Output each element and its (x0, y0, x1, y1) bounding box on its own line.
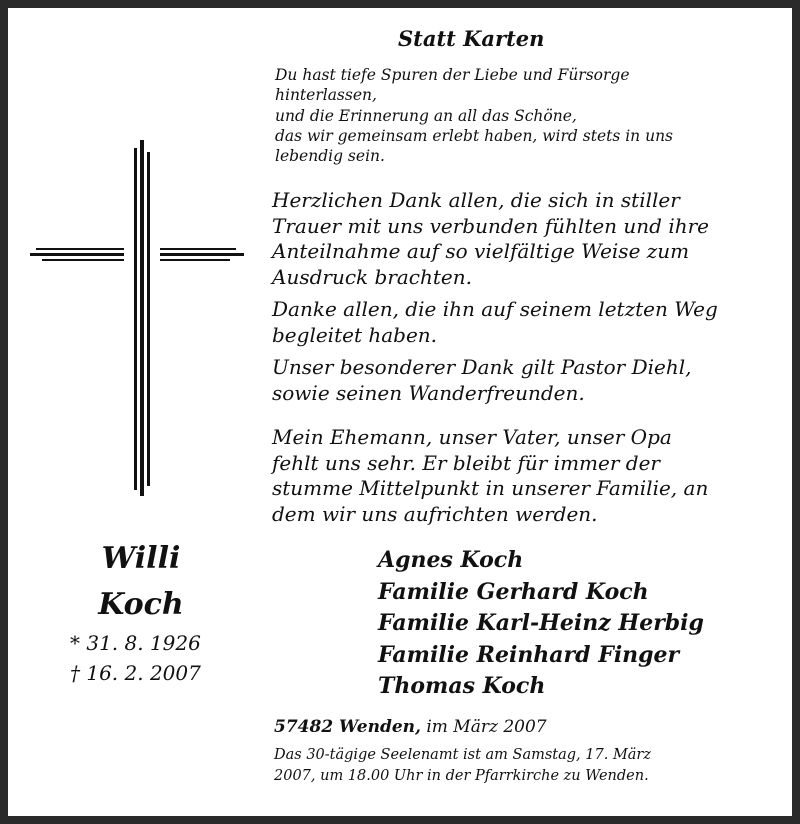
text-line: Anteilnahme auf so vielfältige Weise zum (272, 239, 690, 264)
note-line: 2007, um 18.00 Uhr in der Pfarrkirche zu Wenden. (274, 768, 649, 784)
birth-date: * 31. 8. 1926 (70, 631, 201, 655)
last-name: Koch (98, 587, 184, 622)
poem-line: Du hast tiefe Spuren der Liebe und Fürsorge (275, 66, 630, 84)
mass-note (274, 745, 651, 787)
signer: Familie Karl-Heinz Herbig (378, 610, 704, 637)
heading: Statt Karten (398, 26, 545, 51)
place-date-line (274, 717, 547, 737)
signer: Familie Reinhard Finger (378, 641, 680, 668)
place-date: im März 2007 (420, 717, 547, 737)
death-date: † 16. 2. 2007 (70, 661, 201, 685)
special-thanks-paragraph (272, 355, 772, 406)
poem-line: das wir gemeinsam erlebt haben, wird stets in uns (275, 126, 674, 145)
life-dates (70, 628, 201, 688)
text-line: Danke allen, die ihn auf seinem letzten Weg (272, 297, 718, 321)
cross-icon (30, 140, 245, 500)
text-line: stumme Mittelpunkt in unserer Familie, an (272, 476, 709, 501)
poem-line: und die Erinnerung an all das Schöne, (275, 106, 577, 125)
escort-paragraph (272, 297, 772, 348)
note-line: Das 30-tägige Seelenamt ist am Samstag, 17. März (274, 747, 652, 763)
signer: Thomas Koch (378, 673, 546, 700)
text-line: sowie seinen Wanderfreunden. (272, 380, 585, 405)
signers-list (378, 545, 704, 703)
poem-line: lebendig sein. (275, 147, 385, 166)
text-line: Herzlichen Dank allen, die sich in stiller (272, 188, 680, 212)
poem (275, 65, 745, 166)
first-name: Willi (101, 541, 181, 576)
signer: Agnes Koch (378, 547, 524, 573)
text-line: fehlt uns sehr. Er bleibt für immer der (272, 450, 660, 475)
signer: Familie Gerhard Koch (378, 578, 649, 605)
text-line: Unser besonderer Dank gilt Pastor Diehl, (272, 355, 692, 379)
text-line: begleitet haben. (272, 322, 438, 347)
memory-paragraph (272, 425, 772, 528)
place-city: 57482 Wenden, (274, 717, 421, 737)
text-line: dem wir uns aufrichten werden. (272, 502, 598, 527)
poem-line: hinterlassen, (275, 86, 377, 105)
text-line: Ausdruck brachten. (272, 265, 472, 290)
thanks-paragraph (272, 188, 772, 291)
text-line: Mein Ehemann, unser Vater, unser Opa (272, 425, 672, 449)
text-line: Trauer mit uns verbunden fühlten und ihre (272, 213, 710, 238)
deceased-name (50, 536, 232, 628)
